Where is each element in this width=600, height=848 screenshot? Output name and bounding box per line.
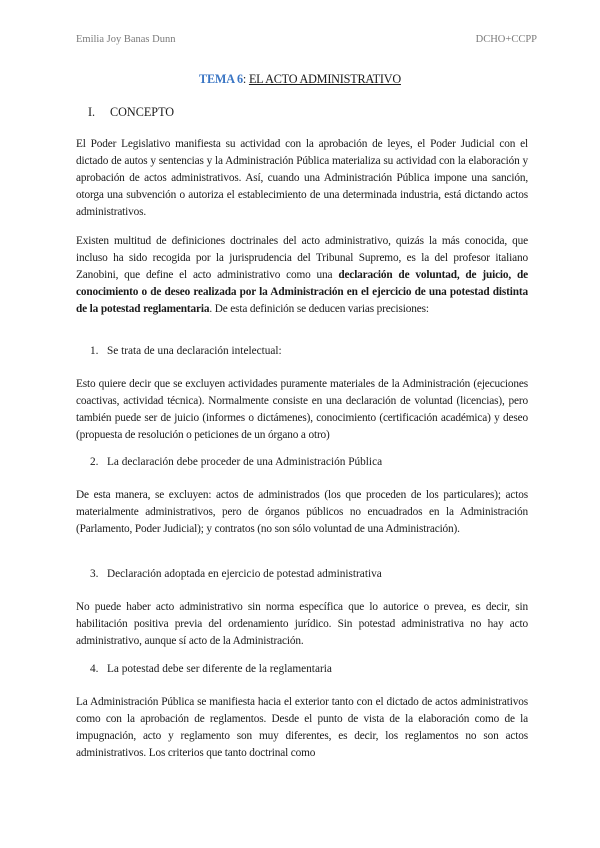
paragraph-intro: El Poder Legislativo manifiesta su actividad con la aprobación de leyes, el Poder Judicial con el dictado de autos y sentencias y la Administración Pública materializa su actividad con la elaboración y aprobación de actos administrativos. Así, cuando una Administración Pública impone una sanción, otorga una subvención o autoriza el establecimiento de una determinada industria, está dictando actos administrativos.	[76, 138, 528, 218]
list-item	[90, 663, 332, 675]
list-item-number: 3.	[90, 568, 99, 580]
list-item-number: 1.	[90, 345, 99, 357]
title-lead: TEMA 6	[199, 72, 243, 86]
section-label: CONCEPTO	[110, 105, 175, 119]
list-item-label: Se trata de una declaración intelectual:	[107, 345, 282, 357]
definition-bold: declaración de voluntad, de juicio, de conocimiento o de deseo realizada por la Administración en el ejercicio de una potestad distinta de la potestad reglamentaria	[76, 269, 528, 315]
header-author: Emilia Joy Banas Dunn	[76, 34, 176, 45]
list-item-number: 4.	[90, 663, 99, 675]
paragraph-definition	[76, 233, 528, 318]
paragraph-item-3: No puede haber acto administrativo sin norma específica que lo autorice o prevea, es decir, sin habilitación positiva previa del ordenamiento jurídico. Sin potestad administrativa no hay acto administrativo, aunque sí acto de la Administración.	[76, 601, 528, 647]
section-heading	[88, 105, 174, 120]
list-item-label: Declaración adoptada en ejercicio de potestad administrativa	[107, 568, 382, 580]
definition-text-before: Existen multitud de definiciones doctrinales del acto administrativo, quizás la más conocida, que incluso ha sido recogida por la jurisprudencia del Tribunal Supremo, es la del profesor italiano Zanobini, que define el acto administrativo como una	[76, 235, 528, 281]
section-number: I.	[88, 105, 96, 119]
document-title	[0, 72, 600, 87]
header-course: DCHO+CCPP	[475, 34, 537, 45]
paragraph-item-1: Esto quiere decir que se excluyen actividades puramente materiales de la Administración (ejecuciones coactivas, actividad técnica). Normalmente consiste en una declaración de voluntad (licencias), pero también puede ser de juicio (informes o dictámenes), conocimiento (certificación académica) y deseo (propuesta de resolución o peticiones de un órgano a otro)	[76, 378, 528, 441]
page-header	[76, 34, 537, 45]
list-item	[90, 345, 282, 357]
paragraph-item-2: De esta manera, se excluyen: actos de administrados (los que proceden de los particulares); actos materialmente administrativos, pero de órganos públicos no encuadrados en la Administración (Parlamento, Poder Judicial); y contratos (no son sólo voluntad de una Administración).	[76, 489, 528, 535]
list-item	[90, 568, 382, 580]
title-text: EL ACTO ADMINISTRATIVO	[248, 72, 401, 86]
definition-text-after: . De esta definición se deducen varias precisiones:	[209, 303, 429, 315]
list-item-label: La potestad debe ser diferente de la reglamentaria	[107, 663, 332, 675]
list-item-number: 2.	[90, 456, 99, 468]
paragraph-item-4: La Administración Pública se manifiesta hacia el exterior tanto con el dictado de actos administrativos como con la aprobación de reglamentos. Desde el punto de vista de la elaboración como de la impugnación, acto y reglamento son muy diferentes, es decir, los reglamentos no son actos administrativos. Los criterios que tanto doctrinal como	[76, 696, 528, 759]
list-item-label: La declaración debe proceder de una Administración Pública	[107, 456, 383, 468]
title-sep: :	[242, 72, 247, 86]
list-item	[90, 456, 382, 468]
